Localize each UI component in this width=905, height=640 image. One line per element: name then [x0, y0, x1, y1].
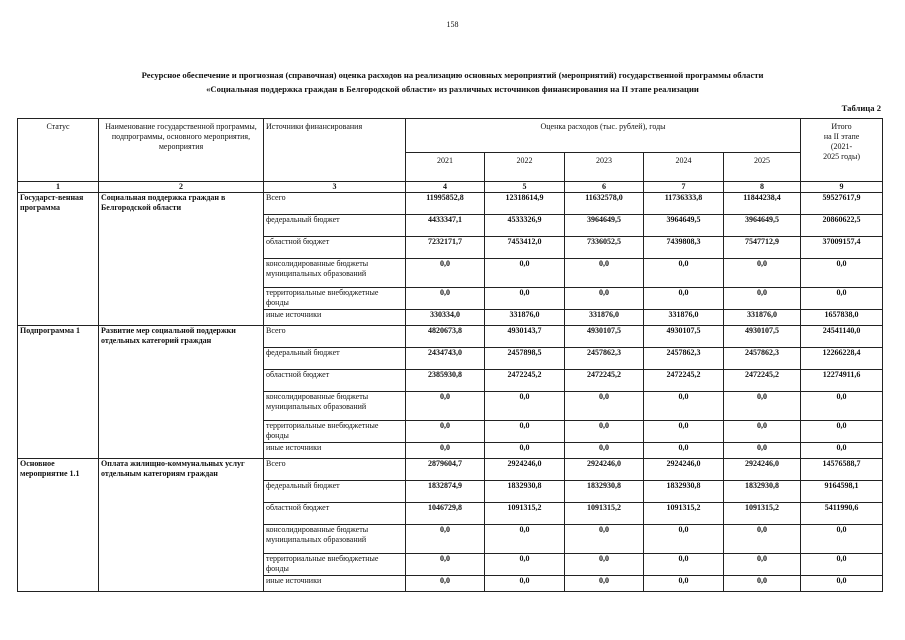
page-number: 158	[446, 20, 459, 29]
year-value-cell: 2457862,3	[644, 348, 724, 370]
year-value-cell: 0,0	[724, 288, 801, 310]
column-number: 1	[18, 182, 99, 193]
total-value-cell: 0,0	[801, 259, 883, 288]
year-value-cell: 7336052,5	[565, 237, 644, 259]
year-value-cell: 330334,0	[406, 310, 485, 326]
funding-source-cell: федеральный бюджет	[264, 215, 406, 237]
year-value-cell: 0,0	[485, 259, 565, 288]
year-value-cell: 4930107,5	[644, 326, 724, 348]
year-value-cell: 331876,0	[565, 310, 644, 326]
year-value-cell: 0,0	[565, 288, 644, 310]
year-value-cell: 11632578,0	[565, 193, 644, 215]
year-value-cell: 1832930,8	[724, 481, 801, 503]
year-value-cell: 0,0	[485, 576, 565, 592]
funding-source-cell: территориальные внебюджетные фонды	[264, 421, 406, 443]
total-value-cell: 0,0	[801, 443, 883, 459]
column-number: 3	[264, 182, 406, 193]
year-value-cell: 0,0	[724, 525, 801, 554]
header-name: Наименование государственной программы, подпрограммы, основного мероприятия, мероприятия	[99, 119, 264, 182]
column-number: 7	[644, 182, 724, 193]
document-title	[20, 68, 885, 96]
year-value-cell: 2385930,8	[406, 370, 485, 392]
year-value-cell: 4930107,5	[565, 326, 644, 348]
year-value-cell: 331876,0	[724, 310, 801, 326]
column-number: 6	[565, 182, 644, 193]
header-status: Статус	[18, 119, 99, 182]
total-value-cell: 0,0	[801, 421, 883, 443]
header-sources: Источники финансирования	[264, 119, 406, 182]
total-value-cell: 24541140,0	[801, 326, 883, 348]
total-value-cell: 0,0	[801, 288, 883, 310]
year-value-cell: 331876,0	[485, 310, 565, 326]
funding-source-cell: территориальные внебюджетные фонды	[264, 554, 406, 576]
year-value-cell: 7453412,0	[485, 237, 565, 259]
total-value-cell: 5411990,6	[801, 503, 883, 525]
status-cell: Основное мероприятие 1.1	[18, 459, 99, 592]
funding-source-cell: территориальные внебюджетные фонды	[264, 288, 406, 310]
table-row	[18, 326, 883, 348]
total-value-cell: 0,0	[801, 554, 883, 576]
year-value-cell: 4533326,9	[485, 215, 565, 237]
year-value-cell: 0,0	[406, 443, 485, 459]
year-value-cell: 2924246,0	[565, 459, 644, 481]
funding-source-cell: Всего	[264, 193, 406, 215]
year-value-cell: 0,0	[644, 288, 724, 310]
year-value-cell: 2457862,3	[724, 348, 801, 370]
year-value-cell: 1832930,8	[644, 481, 724, 503]
funding-source-cell: федеральный бюджет	[264, 481, 406, 503]
funding-source-cell: Всего	[264, 326, 406, 348]
header-year: 2023	[565, 153, 644, 182]
total-value-cell: 0,0	[801, 525, 883, 554]
column-number-row	[18, 182, 883, 193]
total-value-cell: 20860622,5	[801, 215, 883, 237]
status-cell: Подпрограмма 1	[18, 326, 99, 459]
year-value-cell: 1091315,2	[644, 503, 724, 525]
year-value-cell: 0,0	[565, 443, 644, 459]
year-value-cell: 1832930,8	[485, 481, 565, 503]
total-value-cell: 37009157,4	[801, 237, 883, 259]
year-value-cell: 3964649,5	[724, 215, 801, 237]
header-total-line4: 2025 годы)	[823, 152, 861, 161]
year-value-cell: 0,0	[644, 576, 724, 592]
year-value-cell: 1091315,2	[485, 503, 565, 525]
status-cell: Государст-венная программа	[18, 193, 99, 326]
financing-table	[17, 118, 883, 592]
funding-source-cell: федеральный бюджет	[264, 348, 406, 370]
total-value-cell: 9164598,1	[801, 481, 883, 503]
column-number: 8	[724, 182, 801, 193]
year-value-cell: 4930143,7	[485, 326, 565, 348]
year-value-cell: 2457898,5	[485, 348, 565, 370]
program-name-cell: Оплата жилищно-коммунальных услуг отдельным категориям граждан	[99, 459, 264, 592]
funding-source-cell: областной бюджет	[264, 503, 406, 525]
header-total-line2: на II этапе	[823, 132, 860, 141]
year-value-cell: 0,0	[485, 554, 565, 576]
year-value-cell: 0,0	[644, 443, 724, 459]
year-value-cell: 0,0	[724, 554, 801, 576]
title-line-2: «Социальная поддержка граждан в Белгородской области» из различных источников финансирования на II этапе реализации	[206, 84, 699, 94]
header-year: 2024	[644, 153, 724, 182]
header-year: 2021	[406, 153, 485, 182]
year-value-cell: 4820673,8	[406, 326, 485, 348]
total-value-cell: 14576588,7	[801, 459, 883, 481]
column-number: 9	[801, 182, 883, 193]
year-value-cell: 2924246,0	[485, 459, 565, 481]
year-value-cell: 0,0	[724, 443, 801, 459]
year-value-cell: 0,0	[565, 392, 644, 421]
year-value-cell: 0,0	[565, 576, 644, 592]
funding-source-cell: областной бюджет	[264, 370, 406, 392]
year-value-cell: 0,0	[485, 443, 565, 459]
table-row	[18, 193, 883, 215]
title-line-1: Ресурсное обеспечение и прогнозная (справочная) оценка расходов на реализацию основных мероприятий (мероприятий) государственной программы области	[141, 70, 764, 80]
funding-source-cell: иные источники	[264, 576, 406, 592]
header-total	[801, 119, 883, 182]
year-value-cell: 0,0	[485, 525, 565, 554]
year-value-cell: 11995852,8	[406, 193, 485, 215]
year-value-cell: 0,0	[565, 554, 644, 576]
column-number: 2	[99, 182, 264, 193]
year-value-cell: 2879604,7	[406, 459, 485, 481]
year-value-cell: 4433347,1	[406, 215, 485, 237]
year-value-cell: 3964649,5	[644, 215, 724, 237]
year-value-cell: 0,0	[724, 576, 801, 592]
year-value-cell: 0,0	[724, 392, 801, 421]
program-name-cell: Социальная поддержка граждан в Белгородской области	[99, 193, 264, 326]
year-value-cell: 0,0	[724, 421, 801, 443]
total-value-cell: 0,0	[801, 392, 883, 421]
year-value-cell: 0,0	[406, 288, 485, 310]
column-number: 5	[485, 182, 565, 193]
year-value-cell: 2434743,0	[406, 348, 485, 370]
total-value-cell: 1657838,0	[801, 310, 883, 326]
year-value-cell: 7232171,7	[406, 237, 485, 259]
year-value-cell: 0,0	[644, 259, 724, 288]
column-number: 4	[406, 182, 485, 193]
header-total-line1: Итого	[831, 122, 852, 131]
year-value-cell: 2472245,2	[565, 370, 644, 392]
year-value-cell: 11736333,8	[644, 193, 724, 215]
total-value-cell: 59527617,9	[801, 193, 883, 215]
year-value-cell: 12318614,9	[485, 193, 565, 215]
year-value-cell: 2472245,2	[485, 370, 565, 392]
year-value-cell: 0,0	[485, 288, 565, 310]
year-value-cell: 11844238,4	[724, 193, 801, 215]
header-total-line3: (2021-	[830, 142, 853, 151]
year-value-cell: 0,0	[485, 392, 565, 421]
funding-source-cell: областной бюджет	[264, 237, 406, 259]
year-value-cell: 0,0	[406, 259, 485, 288]
total-value-cell: 0,0	[801, 576, 883, 592]
funding-source-cell: Всего	[264, 459, 406, 481]
year-value-cell: 0,0	[406, 576, 485, 592]
year-value-cell: 0,0	[724, 259, 801, 288]
year-value-cell: 0,0	[406, 525, 485, 554]
year-value-cell: 1832930,8	[565, 481, 644, 503]
year-value-cell: 0,0	[406, 554, 485, 576]
year-value-cell: 7547712,9	[724, 237, 801, 259]
year-value-cell: 331876,0	[644, 310, 724, 326]
year-value-cell: 2472245,2	[644, 370, 724, 392]
table-row	[18, 459, 883, 481]
year-value-cell: 0,0	[565, 525, 644, 554]
funding-source-cell: иные источники	[264, 443, 406, 459]
total-value-cell: 12266228,4	[801, 348, 883, 370]
year-value-cell: 0,0	[406, 421, 485, 443]
year-value-cell: 0,0	[644, 421, 724, 443]
program-name-cell: Развитие мер социальной поддержки отдельных категорий граждан	[99, 326, 264, 459]
table-label: Таблица 2	[841, 103, 881, 113]
year-value-cell: 7439808,3	[644, 237, 724, 259]
year-value-cell: 2457862,3	[565, 348, 644, 370]
year-value-cell: 1091315,2	[724, 503, 801, 525]
funding-source-cell: консолидированные бюджеты муниципальных образований	[264, 259, 406, 288]
funding-source-cell: консолидированные бюджеты муниципальных образований	[264, 392, 406, 421]
year-value-cell: 1832874,9	[406, 481, 485, 503]
year-value-cell: 0,0	[565, 421, 644, 443]
year-value-cell: 0,0	[565, 259, 644, 288]
year-value-cell: 0,0	[485, 421, 565, 443]
year-value-cell: 1091315,2	[565, 503, 644, 525]
year-value-cell: 2924246,0	[644, 459, 724, 481]
funding-source-cell: иные источники	[264, 310, 406, 326]
year-value-cell: 0,0	[644, 525, 724, 554]
header-year: 2025	[724, 153, 801, 182]
header-year: 2022	[485, 153, 565, 182]
funding-source-cell: консолидированные бюджеты муниципальных образований	[264, 525, 406, 554]
year-value-cell: 4930107,5	[724, 326, 801, 348]
year-value-cell: 0,0	[644, 554, 724, 576]
year-value-cell: 3964649,5	[565, 215, 644, 237]
year-value-cell: 0,0	[406, 392, 485, 421]
header-estimate: Оценка расходов (тыс. рублей), годы	[406, 119, 801, 153]
total-value-cell: 12274911,6	[801, 370, 883, 392]
year-value-cell: 1046729,8	[406, 503, 485, 525]
year-value-cell: 0,0	[644, 392, 724, 421]
year-value-cell: 2924246,0	[724, 459, 801, 481]
year-value-cell: 2472245,2	[724, 370, 801, 392]
